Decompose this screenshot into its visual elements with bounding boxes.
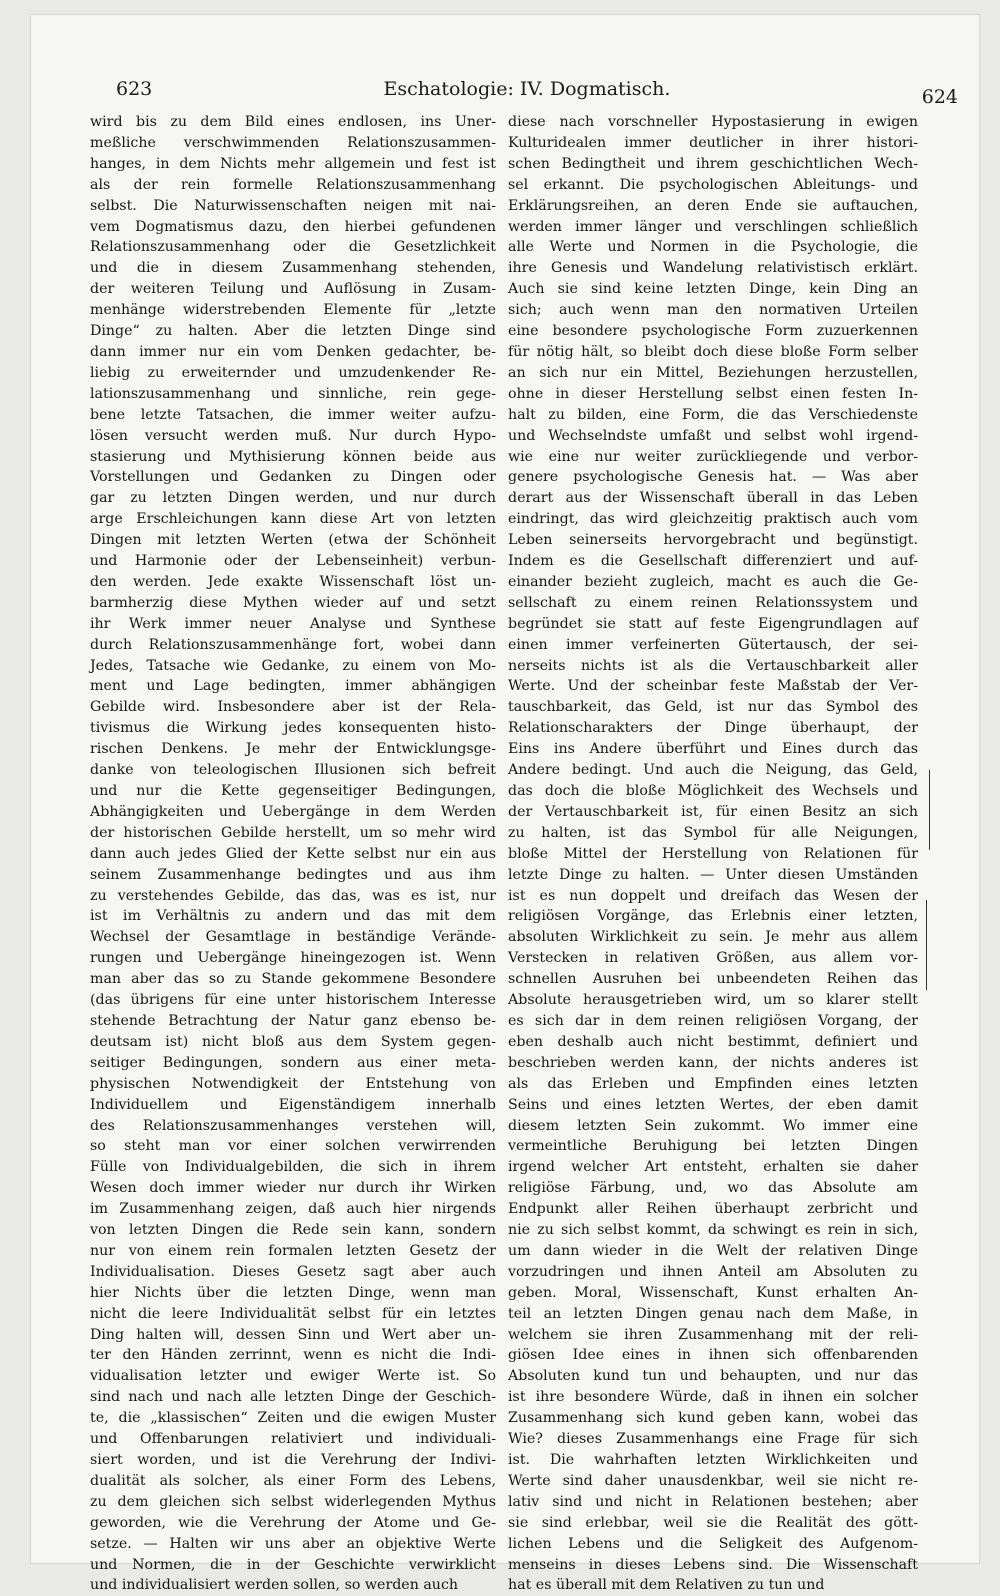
text-line: sellschaft zu einem reinen Relationssystem und [508,594,918,611]
text-line: rungen und Uebergänge hineingezogen ist. Wenn [90,950,496,967]
text-line: Abhängigkeiten und Uebergänge in dem Werden [90,803,496,820]
text-line: schen Bedingtheit und ihrem geschichtlichen Wech- [508,155,918,172]
running-title: Eschatologie: IV. Dogmatisch. [383,78,671,100]
text-line: arge Erschleichungen kann diese Art von letzten [90,511,496,528]
margin-mark [926,900,927,990]
text-line: Verstecken in relativen Größen, aus allem vor- [508,950,918,967]
text-line: sie sind erlebbar, weil sie die Realität des gött- [508,1514,918,1531]
text-line: einen immer verfeinerten Gütertausch, der sei- [508,636,918,653]
text-line: um dann wieder in die Welt der relativen Dinge [508,1242,918,1259]
text-line: bene letzte Tatsachen, die immer weiter aufzu- [90,406,496,423]
text-line: dann auch jedes Glied der Kette selbst nur ein aus [90,845,496,862]
right-text-column [508,112,918,1596]
text-line: lativ sind und nicht in Relationen bestehen; aber [508,1493,918,1510]
text-line: es sich dar in dem reinen religiösen Vorgang, der [508,1012,918,1029]
text-line: vem Dogmatismus dazu, den hierbei gefundenen [90,218,496,235]
text-line: menhänge widerstrebenden Elemente für „letzte [90,302,496,319]
text-line: man aber das so zu Stande gekommene Besondere [90,971,496,988]
text-line: diesem letzten Sein zukommt. Wo immer eine [508,1117,918,1134]
text-line: ist im Verhältnis zu andern und das mit dem [90,908,496,925]
text-line: Jedes, Tatsache wie Gedanke, zu einem von Mo- [90,657,496,674]
text-line: wird bis zu dem Bild eines endlosen, ins Uner- [90,114,496,130]
text-line: seinem Zusammenhange bedingtes und aus ihm [90,866,496,883]
text-line: diese nach vorschneller Hypostasierung in ewigen [508,114,918,130]
text-line: dualität als solcher, als einer Form des Lebens, [90,1472,496,1489]
text-line: religiösen Vorgänge, das Erlebnis einer letzten, [508,908,918,925]
text-line: vidualisation letzter und ewiger Werte ist. So [90,1368,496,1385]
text-line: deutsam ist) nicht bloß aus dem System gegen- [90,1033,496,1050]
text-line: giösen Idee eines in ihnen sich offenbarenden [508,1347,918,1364]
text-line: setze. — Halten wir uns aber an objektive Werte [90,1535,496,1552]
text-line: ist. Die wahrhaften letzten Wirklichkeiten und [508,1452,918,1468]
text-line: ist ihre besondere Würde, daß in ihnen ein solcher [508,1389,918,1406]
text-line: menseins in dieses Lebens sind. Die Wissenschaft [508,1556,918,1573]
text-line: Absoluten kund tun und behaupten, und nur das [508,1368,918,1385]
text-line: geworden, wie die Verehrung der Atome und Ge- [90,1514,496,1531]
text-line: ohne in dieser Herstellung selbst einen festen In- [508,385,918,402]
text-line: vorzudringen und ihnen Anteil am Absoluten zu [508,1263,918,1280]
text-line: genere psychologische Genesis hat. — Was aber [508,469,918,486]
text-line: ihre Genesis und Wandelung relativistisch erklärt. [508,260,918,277]
text-line: Werte sind daher unausdenkbar, weil sie nicht re- [508,1472,918,1489]
text-line: welchem sie ihren Zusammenhang mit der reli- [508,1326,918,1343]
text-line: Werte. Und der scheinbar feste Maßstab der Ver- [508,678,918,695]
text-line: nur von einem rein formalen letzten Gesetz der [90,1242,496,1259]
text-line: physischen Notwendigkeit der Entstehung von [90,1075,496,1092]
text-line: der historischen Gebilde herstellt, um so mehr wird [90,824,496,841]
text-line: ist es nun doppelt und dreifach das Wesen der [508,887,918,904]
text-line: stasierung und Mythisierung können beide aus [90,448,496,465]
text-line: und individualisiert werden sollen, so werden auch [90,1577,459,1594]
text-line: Eins ins Andere überführt und Eines durch das [508,741,918,758]
text-line: des Relationszusammenhanges verstehen will, [90,1117,496,1134]
text-line: geben. Moral, Wissenschaft, Kunst erhalten An- [508,1284,918,1301]
text-line: Kulturidealen immer deutlicher in ihrer histori- [508,134,918,151]
text-line: halt zu bilden, eine Form, die das Verschiedenste [508,406,918,423]
text-line: schnellen Ausruhen bei unbeendeten Reihen das [508,971,918,988]
text-line: den werden. Jede exakte Wissenschaft löst un- [90,573,496,590]
text-line: (das übrigens für eine unter historischem Interesse [90,992,496,1009]
text-line: lichen Lebens und die Seligkeit des Aufgenom- [508,1535,918,1552]
text-line: sind nach und nach alle letzten Dinge der Geschich- [90,1389,496,1406]
text-line: Erklärungsreihen, an deren Ende sie auftauchen, [508,197,918,214]
text-line: Wechsel der Gesamtlage in beständige Verände- [90,929,496,946]
text-line: Relationscharakters der Dinge überhaupt, der [508,720,918,737]
text-line: tauschbarkeit, das Geld, ist nur das Symbol des [508,699,918,716]
text-line: Andere bedingt. Und auch die Neigung, das Geld, [508,762,918,779]
text-line: dann immer nur ein vom Denken gedachter, be- [90,343,496,360]
text-line: nerseits nichts ist als die Vertauschbarkeit aller [508,657,918,674]
text-line: stehende Betrachtung der Natur ganz ebenso be- [90,1012,496,1029]
text-line: bloße Mittel der Herstellung von Relationen für [508,845,918,862]
text-line: so steht man vor einer solchen verwirrenden [90,1138,496,1155]
text-line: religiöse Färbung, und, wo das Absolute am [508,1180,918,1197]
text-line: Wie? dieses Zusammenhangs eine Frage für sich [508,1431,918,1448]
text-line: als das Erleben und Empfinden eines letzten [508,1075,918,1092]
text-line: Indem es die Gesellschaft differenziert und auf- [508,553,918,570]
text-line: einander bezieht zugleich, macht es auch die Ge- [508,573,918,590]
text-line: Auch sie sind keine letzten Dinge, kein Ding an [508,281,918,298]
text-line: ihr Werk immer neuer Analyse und Synthese [90,615,496,632]
text-line: absoluten Wirklichkeit zu sein. Je mehr aus allem [508,929,918,946]
text-line: rischen Denkens. Je mehr der Entwicklungsge- [90,741,496,758]
text-line: von letzten Dingen die Rede sein kann, sondern [90,1222,496,1239]
text-line: derart aus der Wissenschaft überall in das Leben [508,490,918,507]
text-line: te, die „klassischen“ Zeiten und die ewigen Muster [90,1410,496,1427]
text-line: selbst. Die Naturwissenschaften neigen mit nai- [90,197,496,214]
text-line: und Normen, die in der Geschichte verwirklicht [90,1556,496,1573]
text-line: lösen versucht werden muß. Nur durch Hypo- [90,427,496,444]
text-line: Individualisation. Dieses Gesetz sagt aber auch [90,1263,496,1280]
text-line: zu verstehendes Gebilde, das das, was es ist, nur [90,887,496,904]
text-line: vermeintliche Beruhigung bei letzten Dingen [508,1138,918,1155]
text-line: der Vertauschbarkeit ist, für einen Besitz an sich [508,803,918,820]
text-line: alle Werte und Normen in die Psychologie, die [508,239,918,256]
text-line: teil an letzten Dingen genau nach dem Maße, in [508,1305,918,1322]
text-line: Zusammenhang sich kund geben kann, wobei das [508,1410,918,1427]
text-line: sich; auch wenn man den normativen Urteilen [508,302,918,319]
text-line: Dingen mit letzten Werten (etwa der Schönheit [90,532,496,549]
text-line: für nötig hält, so bleibt doch diese bloße Form selber [508,343,918,360]
text-line: ter den Händen zerrinnt, wenn es nicht die Indi- [90,1347,496,1364]
text-line: Fülle von Individualgebilden, die sich in ihrem [90,1159,496,1176]
text-line: Leben seinerseits hervorgebracht und begünstigt. [508,532,918,549]
text-line: lationszusammenhang und sinnliche, rein gege- [90,385,496,402]
text-line: und Wechselndste umfaßt und selbst wohl irgend- [508,427,918,444]
text-line: Ding halten will, dessen Sinn und Wert aber un- [90,1326,496,1343]
text-line: siert worden, und ist die Verehrung der Indivi- [90,1452,496,1468]
text-line: und Offenbarungen relativiert und individuali- [90,1431,496,1448]
text-line: Endpunkt aller Reihen überhaupt zerbricht und [508,1201,918,1218]
text-line: als der rein formelle Relationszusammenhang [90,176,496,193]
text-line: hanges, in dem Nichts mehr allgemein und fest ist [90,155,496,172]
text-line: beschrieben werden kann, der nichts anderes ist [508,1054,918,1071]
text-line: und nur die Kette gegenseitiger Bedingungen, [90,783,496,799]
text-line: Individuellem und Eigenständigem innerhalb [90,1096,496,1113]
margin-mark [929,770,930,850]
left-text-column [90,112,496,1596]
text-line: durch Relationszusammenhänge fort, wobei dann [90,636,496,653]
text-line: zu dem gleichen sich selbst widerlegenden Mythus [90,1493,496,1510]
text-line: letzte Dinge zu halten. — Unter diesen Umständen [508,866,918,883]
page-number-right: 624 [921,86,958,108]
text-line: Absolute herausgetrieben wird, um so klarer stellt [508,992,918,1009]
text-line: und die in diesem Zusammenhang stehenden, [90,260,496,277]
text-line: der weiteren Teilung und Auflösung in Zusam- [90,281,496,298]
text-line: wie eine nur weiter zurückliegende und verbor- [508,448,918,465]
text-line: das doch die bloße Möglichkeit des Wechsels und [508,783,918,799]
page-number-left: 623 [116,78,153,100]
text-line: seitiger Bedingungen, sondern aus einer meta- [90,1054,496,1071]
text-line: eine besondere psychologische Form zuzuerkennen [508,323,918,340]
text-line: nie zu sich selbst kommt, da schwingt es rein in sich, [508,1222,918,1239]
text-line: Gebilde wird. Insbesondere aber ist der Rela- [90,699,496,716]
text-line: gar zu letzten Dingen werden, und nur durch [90,490,496,507]
text-line: danke von teleologischen Illusionen sich befreit [90,762,496,779]
text-line: irgend welcher Art entsteht, erhalten sie daher [508,1159,918,1176]
text-line: tivismus die Wirkung jedes konsequenten histo- [90,720,496,737]
text-line: werden immer länger und verschlingen schließlich [508,218,918,235]
text-line: eindringt, das wird gleichzeitig praktisch auch vom [508,511,918,528]
text-line: Relationszusammenhang oder die Gesetzlichkeit [90,239,496,256]
text-line: ment und Lage bedingten, immer abhängigen [90,678,496,695]
text-line: begründet sie statt auf feste Eigengrundlagen auf [508,615,918,632]
text-line: an sich nur ein Mittel, Beziehungen herzustellen, [508,364,918,381]
text-line: meßliche verschwimmenden Relationszusammen- [90,134,496,151]
text-line: im Zusammenhang zeigen, daß auch hier nirgends [90,1201,496,1218]
text-line: liebig zu erweiternder und umzudenkender Re- [90,364,496,381]
text-line: hier Nichts über die letzten Dinge, wenn man [90,1284,496,1301]
page-header [96,78,958,112]
text-line: nicht die leere Individualität selbst für ein letztes [90,1305,496,1322]
text-line: Seins und eines letzten Wertes, der eben damit [508,1096,918,1113]
text-line: barmherzig diese Mythen wieder auf und setzt [90,594,496,611]
text-line: sel erkannt. Die psychologischen Ableitungs- und [508,176,918,193]
text-line: Wesen doch immer wieder nur durch ihr Wirken [90,1180,496,1197]
text-line: eben deshalb auch nicht bestimmt, definiert und [508,1033,918,1050]
text-line: zu halten, ist das Symbol für alle Neigungen, [508,824,918,841]
text-line: hat es überall mit dem Relativen zu tun und [508,1577,825,1594]
text-line: Vorstellungen und Gedanken zu Dingen oder [90,469,496,486]
text-line: Dinge“ zu halten. Aber die letzten Dinge sind [90,323,496,340]
text-line: und Harmonie oder der Lebenseinheit) verbun- [90,553,496,570]
